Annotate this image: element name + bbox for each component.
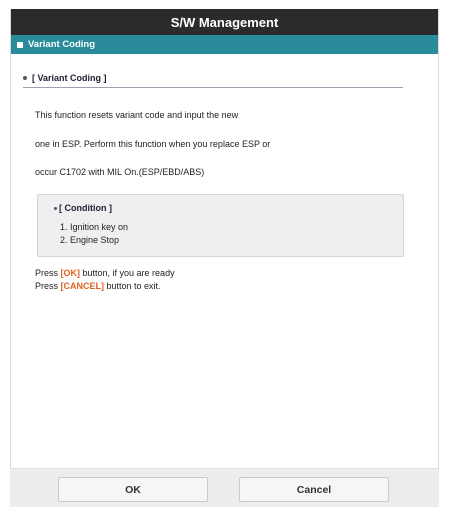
ok-keyword: [OK]	[60, 268, 81, 278]
bullet-dot-icon	[23, 76, 27, 80]
description-line-3: occur C1702 with MIL On.(ESP/EBD/ABS)	[35, 167, 205, 177]
ok-button[interactable]: OK	[58, 477, 208, 502]
ok-instruction-suffix: button, if you are ready	[80, 268, 175, 278]
description-line-1: This function resets variant code and input the new	[35, 110, 239, 120]
cancel-button[interactable]: Cancel	[239, 477, 389, 502]
square-bullet-icon	[17, 42, 23, 48]
subheader-bar	[11, 35, 438, 54]
section-header	[23, 73, 403, 88]
bullet-dot-icon	[54, 207, 57, 210]
condition-header	[54, 203, 112, 213]
cancel-instruction-suffix: button to exit.	[104, 281, 161, 291]
cancel-instruction	[35, 281, 161, 291]
condition-box	[37, 194, 404, 257]
subheader-label: Variant Coding	[28, 39, 96, 50]
cancel-keyword: [CANCEL]	[60, 281, 105, 291]
ok-instruction	[35, 268, 175, 278]
condition-item: 1. Ignition key on	[60, 222, 129, 232]
section-title: [ Variant Coding ]	[32, 73, 107, 83]
description-line-2: one in ESP. Perform this function when you replace ESP or	[35, 139, 271, 149]
cancel-instruction-prefix: Press	[35, 281, 61, 291]
window-title: S/W Management	[11, 9, 438, 35]
condition-item: 2. Engine Stop	[60, 235, 120, 245]
ok-instruction-prefix: Press	[35, 268, 61, 278]
button-bar	[10, 468, 439, 507]
condition-title: [ Condition ]	[59, 203, 112, 213]
